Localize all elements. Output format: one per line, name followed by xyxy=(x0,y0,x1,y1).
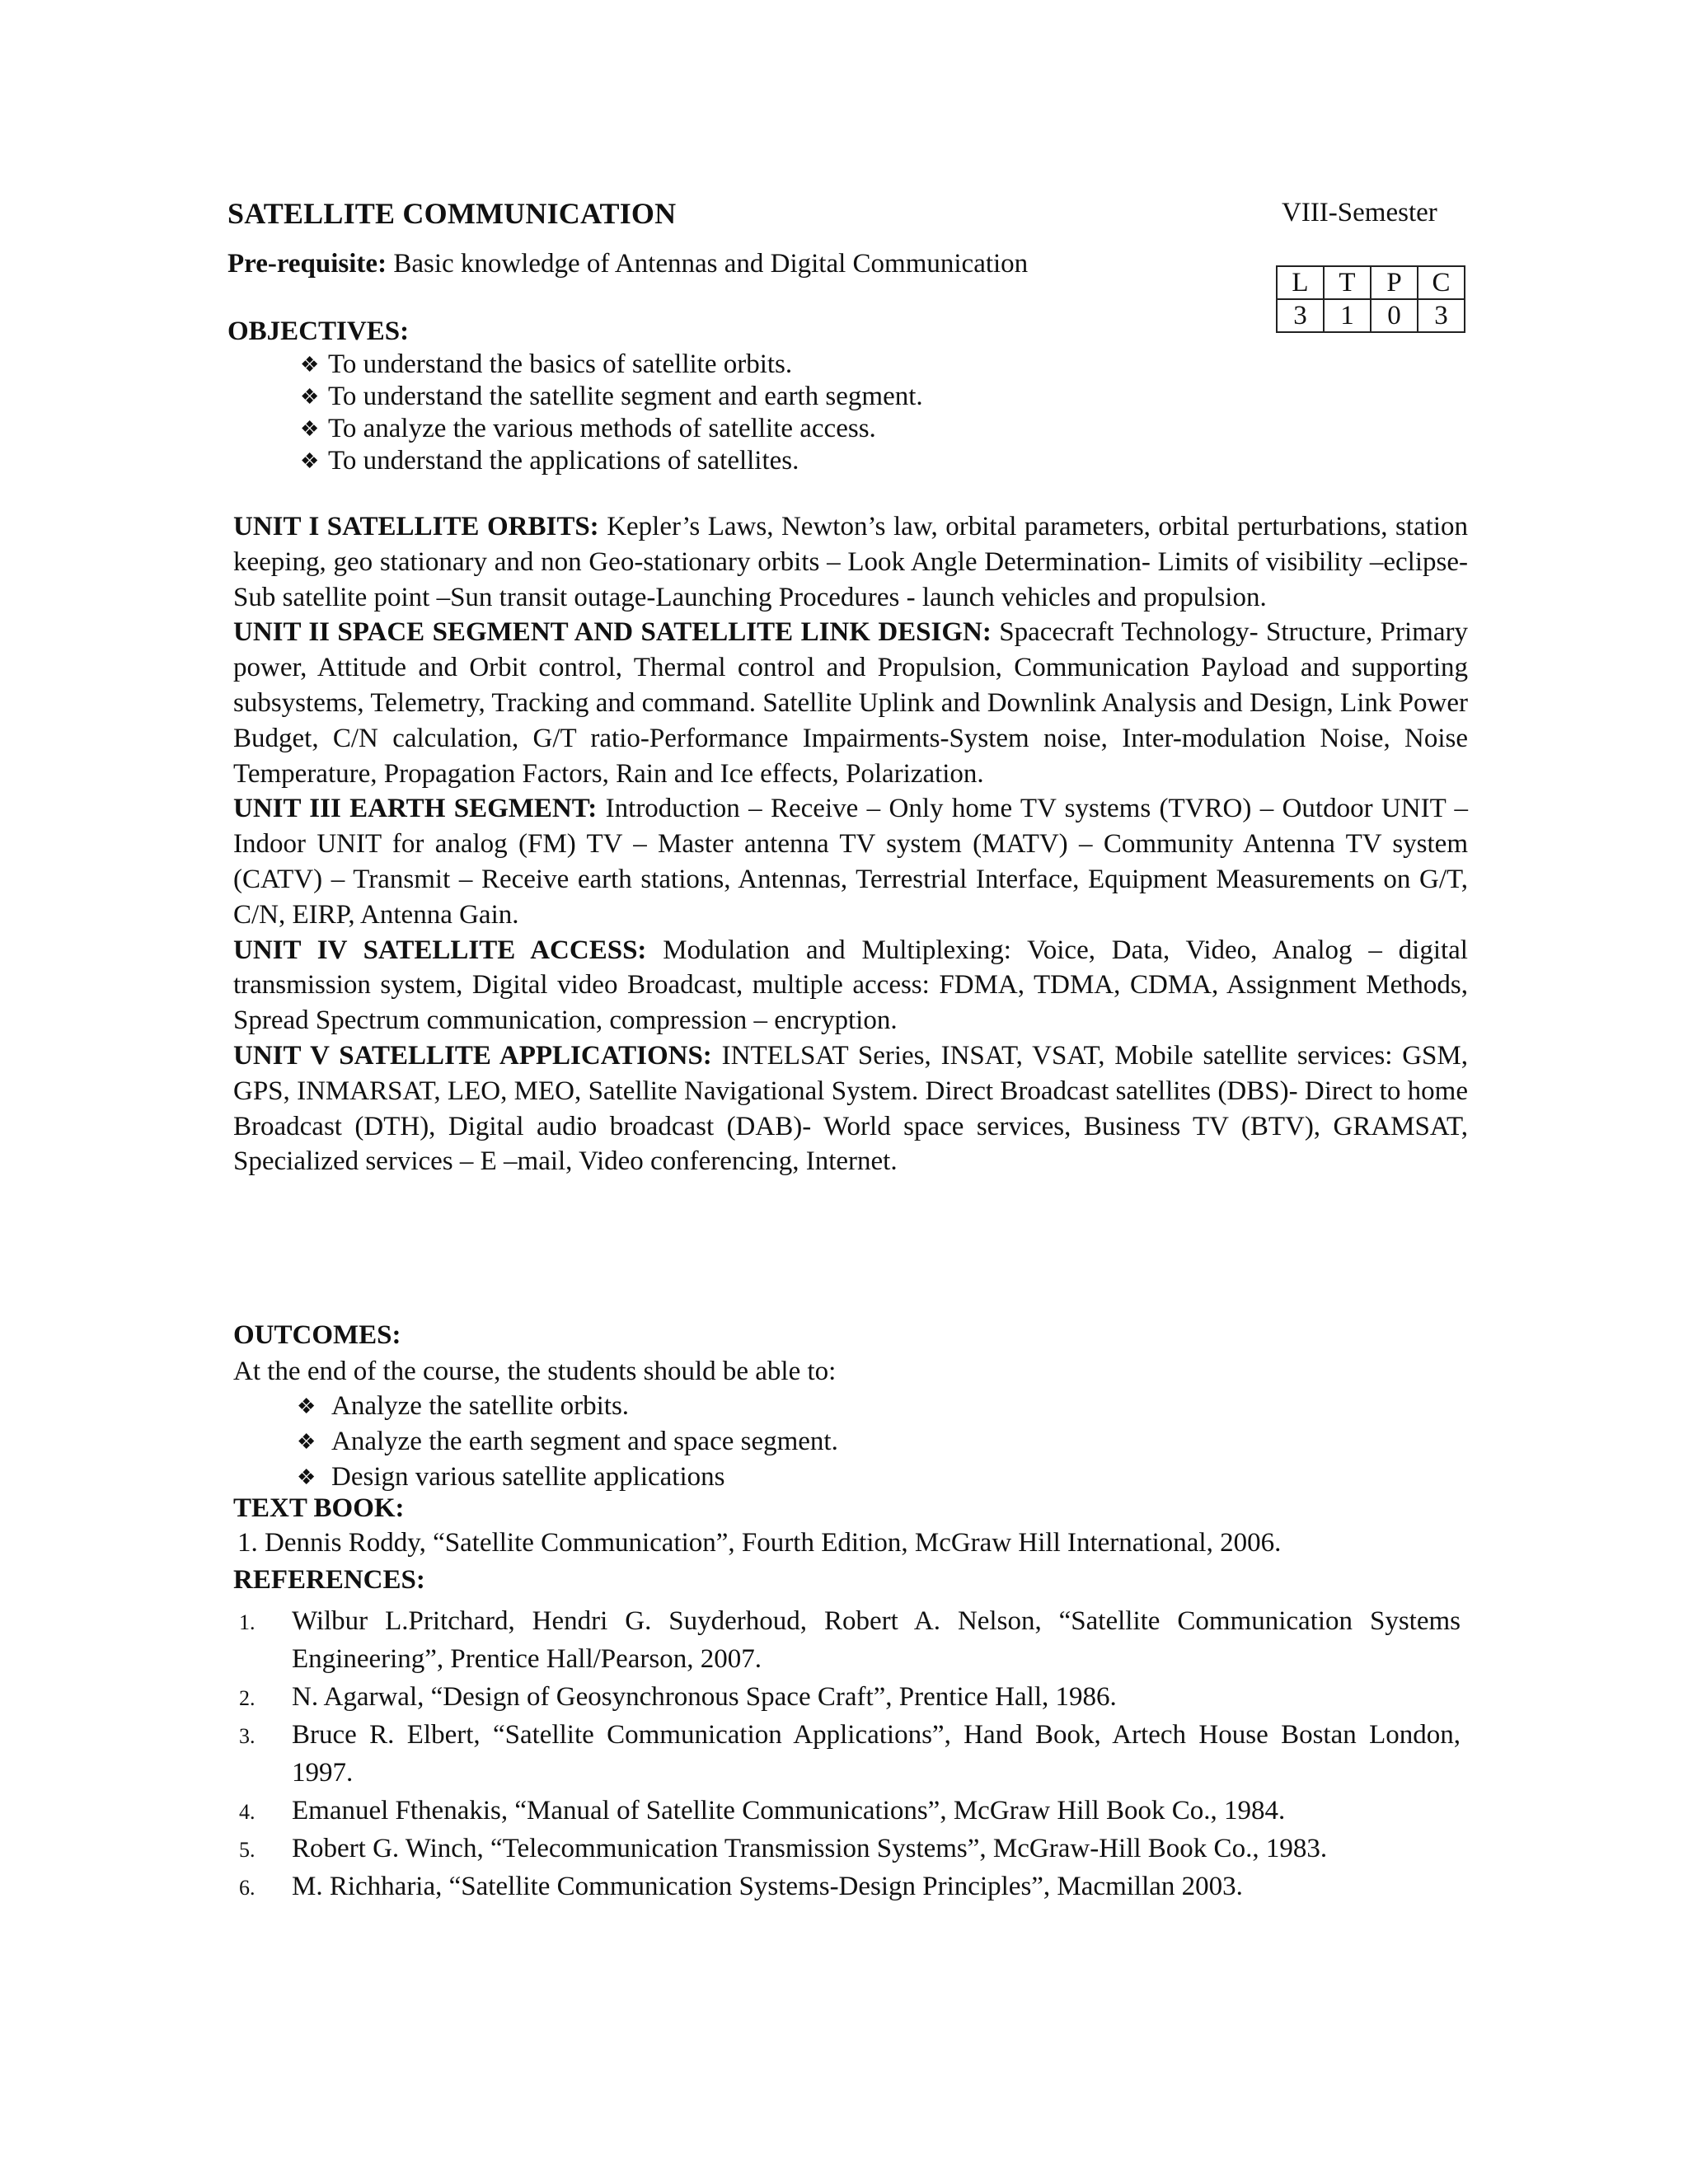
list-item: ❖ Analyze the earth segment and space segment. xyxy=(297,1424,838,1460)
reference-number: 6. xyxy=(239,1876,256,1900)
diamond-bullet-icon: ❖ xyxy=(300,449,320,473)
reference-number: 4. xyxy=(239,1800,256,1824)
list-item: ❖ Analyze the satellite orbits. xyxy=(297,1389,838,1424)
semester-label: VIII-Semester xyxy=(1282,198,1437,227)
prerequisite-line xyxy=(227,249,1028,279)
list-item: 1. Wilbur L.Pritchard, Hendri G. Suyderhoud, Robert A. Nelson, “Satellite Communication Systems Engineering”, Prentice Hall/Pearson, 2007. xyxy=(239,1602,1461,1678)
list-item: ❖ To understand the satellite segment and earth segment. xyxy=(300,382,923,411)
reference-number: 5. xyxy=(239,1838,256,1862)
unit-5-paragraph xyxy=(233,1038,1468,1179)
unit-4-paragraph xyxy=(233,933,1468,1038)
list-item: ❖ To understand the applications of satellites. xyxy=(300,446,799,476)
diamond-bullet-icon: ❖ xyxy=(300,385,320,409)
unit-4-text: Modulation and Multiplexing: Voice, Data, Video, Analog – digital transmission system, Digital video Broadcast, multiple access: FDMA, TDMA, CDMA, Assignment Methods, Spread Spectrum communication, compression – encryption. xyxy=(233,935,1468,1036)
textbook-item: 1. Dennis Roddy, “Satellite Communication”, Fourth Edition, McGraw Hill International, 2006. xyxy=(237,1528,1282,1558)
outcomes-heading: OUTCOMES: xyxy=(233,1320,401,1350)
ltpc-header-p: P xyxy=(1371,266,1418,299)
prerequisite-label: Pre-requisite: xyxy=(227,249,387,279)
list-item: 6. M. Richharia, “Satellite Communication Systems-Design Principles”, Macmillan 2003. xyxy=(239,1868,1461,1905)
unit-2-paragraph xyxy=(233,615,1468,791)
ltpc-header-t: T xyxy=(1324,266,1371,299)
diamond-bullet-icon: ❖ xyxy=(297,1430,316,1454)
diamond-bullet-icon: ❖ xyxy=(300,417,320,441)
list-item: 2. N. Agarwal, “Design of Geosynchronous Space Craft”, Prentice Hall, 1986. xyxy=(239,1678,1461,1716)
ltpc-value-l: 3 xyxy=(1277,299,1324,332)
ltpc-value-t: 1 xyxy=(1324,299,1371,332)
unit-2-text: Spacecraft Technology- Structure, Primary power, Attitude and Orbit control, Thermal control and Propulsion, Communication Payload and supporting subsystems, Telemetry, Tracking and command. Satellite Uplink and Downlink Analysis and Design, Link Power Budget, C/N calculation, G/T ratio-Performance Impairments-System noise, Inter-modulation Noise, Noise Temperature, Propagation Factors, Rain and Ice effects, Polarization. xyxy=(233,617,1468,789)
unit-2-heading: UNIT II SPACE SEGMENT AND SATELLITE LINK DESIGN: xyxy=(233,617,992,648)
objectives-list xyxy=(300,349,923,477)
ltpc-value-c: 3 xyxy=(1418,299,1465,332)
reference-number: 1. xyxy=(239,1610,256,1634)
unit-5-heading: UNIT V SATELLITE APPLICATIONS: xyxy=(233,1040,712,1071)
unit-1-paragraph xyxy=(233,509,1468,615)
reference-number: 3. xyxy=(239,1724,256,1748)
ltpc-credit-table xyxy=(1276,265,1465,333)
ltpc-header-c: C xyxy=(1418,266,1465,299)
unit-5-text: INTELSAT Series, INSAT, VSAT, Mobile satellite services: GSM, GPS, INMARSAT, LEO, MEO, Satellite Navigational System. Direct Broadcast satellites (DBS)- Direct to home Broadcast (DTH), Digital audio broadcast (DAB)- World space services, Business TV (BTV), GRAMSAT, Specialized services – E –mail, Video conferencing, Internet. xyxy=(233,1040,1468,1177)
references-heading: REFERENCES: xyxy=(233,1565,425,1595)
references-list xyxy=(239,1602,1461,1905)
units-section xyxy=(233,509,1468,1179)
objectives-heading: OBJECTIVES: xyxy=(227,316,410,346)
outcomes-list xyxy=(297,1389,838,1495)
reference-number: 2. xyxy=(239,1686,256,1710)
unit-3-text: Introduction – Receive – Only home TV systems (TVRO) – Outdoor UNIT – Indoor UNIT for analog (FM) TV – Master antenna TV system (MATV) – Community Antenna TV system (CATV) – Transmit – Receive earth stations, Antennas, Terrestrial Interface, Equipment Measurements on G/T, C/N, EIRP, Antenna Gain. xyxy=(233,794,1468,930)
list-item: 3. Bruce R. Elbert, “Satellite Communication Applications”, Hand Book, Artech House Bostan London, 1997. xyxy=(239,1716,1461,1792)
unit-1-heading: UNIT I SATELLITE ORBITS: xyxy=(233,512,599,541)
prerequisite-text: Basic knowledge of Antennas and Digital Communication xyxy=(387,249,1029,279)
unit-1-text: Kepler’s Laws, Newton’s law, orbital parameters, orbital perturbations, station keeping, geo stationary and non Geo-stationary orbits – Look Angle Determination- Limits of visibility –eclipse-Sub satellite point –Sun transit outage-Launching Procedures - launch vehicles and propulsion. xyxy=(233,512,1468,612)
list-item: 4. Emanuel Fthenakis, “Manual of Satellite Communications”, McGraw Hill Book Co., 1984. xyxy=(239,1792,1461,1830)
ltpc-value-p: 0 xyxy=(1371,299,1418,332)
diamond-bullet-icon: ❖ xyxy=(300,353,320,377)
outcomes-lead-text: At the end of the course, the students should be able to: xyxy=(233,1357,837,1386)
course-title: SATELLITE COMMUNICATION xyxy=(227,197,677,230)
unit-4-heading: UNIT IV SATELLITE ACCESS: xyxy=(233,935,647,965)
diamond-bullet-icon: ❖ xyxy=(297,1465,316,1489)
list-item: ❖ To analyze the various methods of satellite access. xyxy=(300,414,876,443)
list-item: ❖ To understand the basics of satellite orbits. xyxy=(300,349,793,379)
diamond-bullet-icon: ❖ xyxy=(297,1394,316,1418)
list-item: 5. Robert G. Winch, “Telecommunication Transmission Systems”, McGraw-Hill Book Co., 1983. xyxy=(239,1830,1461,1868)
ltpc-value-row xyxy=(1277,299,1465,332)
list-item: ❖ Design various satellite applications xyxy=(297,1460,838,1495)
textbook-heading: TEXT BOOK: xyxy=(233,1493,405,1523)
ltpc-header-row xyxy=(1277,266,1465,299)
unit-3-heading: UNIT III EARTH SEGMENT: xyxy=(233,794,598,824)
ltpc-header-l: L xyxy=(1277,266,1324,299)
unit-3-paragraph xyxy=(233,791,1468,932)
